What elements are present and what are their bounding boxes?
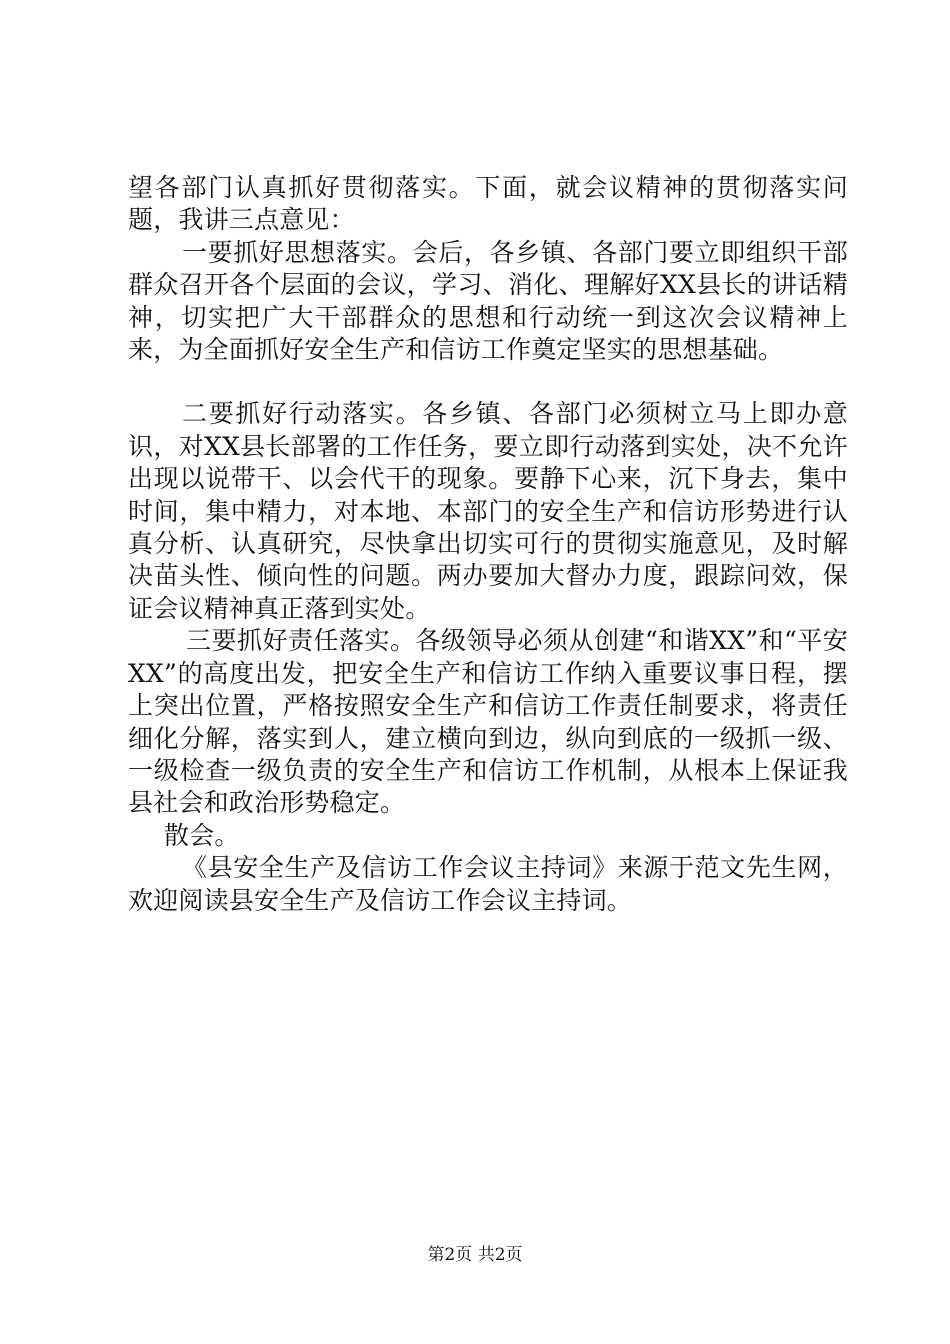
paragraph-point-one: 一要抓好思想落实。会后，各乡镇、各部门要立即组织干部群众召开各个层面的会议，学习、消化、理解好XX县长的讲话精神，切实把广大干部群众的思想和行动统一到这次会议精神上来，为全面抓好安全生产和信访工作奠定坚实的思想基础。 [128, 237, 848, 365]
paragraph-point-three: 三要抓好责任落实。各级领导必须从创建“和谐XX”和“平安XX”的高度出发，把安全生产和信访工作纳入重要议事日程，摆上突出位置，严格按照安全生产和信访工作责任制要求，将责任细化分解，落实到人，建立横向到边，纵向到底的一级抓一级、一级检查一级负责的安全生产和信访工作机制，从根本上保证我县社会和政治形势稳定。 [128, 626, 848, 818]
paragraph-intro: 望各部门认真抓好贯彻落实。下面，就会议精神的贯彻落实问题，我讲三点意见： [128, 173, 848, 235]
paragraph-spacer [128, 366, 848, 398]
paragraph-adjourn: 散会。 [164, 820, 240, 850]
paragraph-source-note: 《县安全生产及信访工作会议主持词》来源于范文先生网，欢迎阅读县安全生产及信访工作会议主持词。 [128, 853, 848, 915]
paragraph-point-two: 二要抓好行动落实。各乡镇、各部门必须树立马上即办意识，对XX县长部署的工作任务，要立即行动落到实处，决不允许出现以说带干、以会代干的现象。要静下心来，沉下身去，集中时间，集中精力，对本地、本部门的安全生产和信访形势进行认真分析、认真研究，尽快拿出切实可行的贯彻实施意见，及时解决苗头性、倾向性的问题。两办要加大督办力度，跟踪问效，保证会议精神真正落到实处。 [128, 399, 848, 623]
document-body [128, 172, 848, 917]
page-number-footer: 第2页 共2页 [427, 1245, 523, 1265]
